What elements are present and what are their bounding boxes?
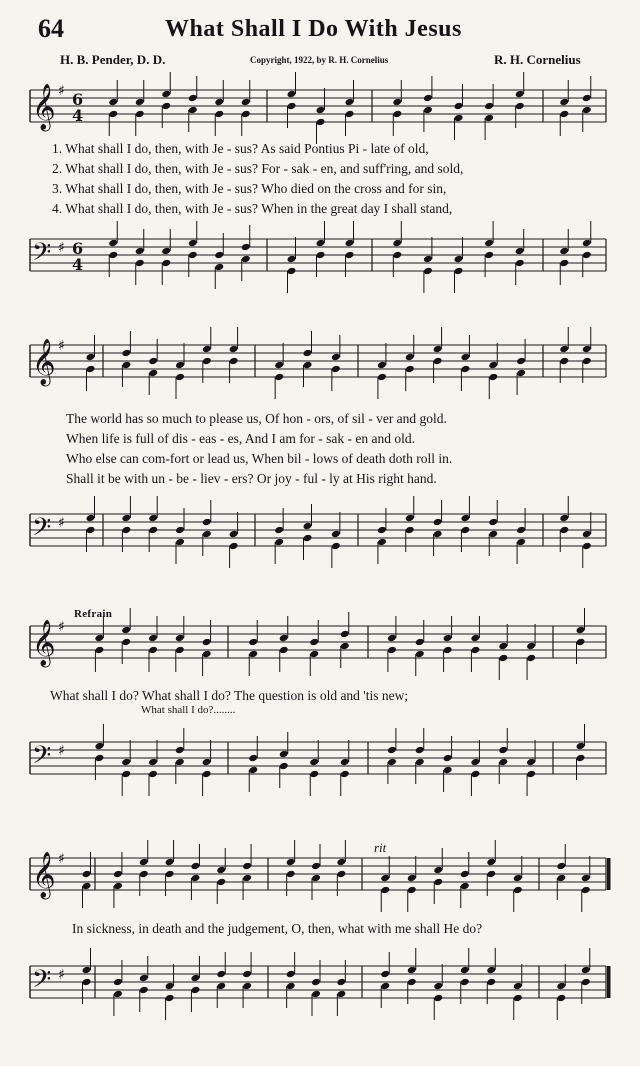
hymn-title: What Shall I Do With Jesus bbox=[165, 16, 462, 42]
svg-text:6: 6 bbox=[72, 239, 84, 258]
composer-credit: R. H. Cornelius bbox=[494, 52, 581, 67]
bass-staff-4 bbox=[0, 952, 640, 1022]
svg-text:♯: ♯ bbox=[58, 338, 65, 354]
svg-text:♯: ♯ bbox=[58, 851, 65, 867]
verse-1-number: 1. bbox=[52, 141, 63, 156]
svg-text:𝄞: 𝄞 bbox=[32, 339, 56, 385]
bass-staff-1 bbox=[0, 225, 640, 295]
svg-text:𝄢: 𝄢 bbox=[32, 513, 52, 548]
verse-4-line-2: Shall it be with un - be - liev - ers? Or joy - ful - ly at His right hand. bbox=[66, 471, 437, 486]
svg-text:♯: ♯ bbox=[58, 515, 65, 531]
refrain-line-1: What shall I do? What shall I do? The question is old and 'tis new; bbox=[50, 688, 409, 703]
svg-text:𝄢: 𝄢 bbox=[32, 965, 52, 1000]
svg-text:𝄞: 𝄞 bbox=[32, 852, 56, 898]
copyright-notice: Copyright, 1922, by R. H. Cornelius bbox=[250, 55, 389, 65]
hymn-number: 64 bbox=[38, 14, 64, 43]
treble-staff-3 bbox=[0, 616, 640, 676]
verse-3-line-1: What shall I do, then, with Je - sus? Who died on the cross and for sin, bbox=[65, 181, 447, 196]
bass-staff-2 bbox=[0, 500, 640, 570]
svg-text:♯: ♯ bbox=[58, 743, 65, 759]
refrain-label: Refrain bbox=[74, 608, 113, 620]
verse-4-number: 4. bbox=[52, 201, 63, 216]
ritardando-mark: rit bbox=[374, 840, 387, 855]
refrain-echo: What shall I do?........ bbox=[141, 704, 236, 716]
treble-staff-4 bbox=[0, 848, 640, 908]
treble-staff-1 bbox=[0, 80, 640, 140]
svg-text:𝄞: 𝄞 bbox=[32, 84, 56, 130]
svg-text:𝄞: 𝄞 bbox=[32, 620, 56, 666]
verse-1-line-1: What shall I do, then, with Je - sus? As said Pontius Pi - late of old, bbox=[65, 141, 429, 156]
author-credit: H. B. Pender, D. D. bbox=[60, 52, 166, 67]
verse-3-number: 3. bbox=[52, 181, 63, 196]
verse-4-line-1: What shall I do, then, with Je - sus? When in the great day I shall stand, bbox=[65, 201, 453, 216]
treble-staff-2 bbox=[0, 335, 640, 395]
verse-3-line-2: Who else can com-fort or lead us, When bil - lows of death doth roll in. bbox=[66, 451, 453, 466]
svg-text:♯: ♯ bbox=[58, 619, 65, 635]
svg-text:4: 4 bbox=[72, 106, 84, 125]
svg-text:𝄢: 𝄢 bbox=[32, 741, 52, 776]
svg-text:𝄢: 𝄢 bbox=[32, 238, 52, 273]
bass-staff-3 bbox=[0, 728, 640, 798]
verse-2-line-1: What shall I do, then, with Je - sus? For - sak - en, and suff'ring, and sold, bbox=[65, 161, 464, 176]
svg-text:♯: ♯ bbox=[58, 83, 65, 99]
refrain-line-2: In sickness, in death and the judgement, O, then, what with me shall He do? bbox=[72, 921, 483, 936]
svg-text:♯: ♯ bbox=[58, 967, 65, 983]
svg-text:6: 6 bbox=[72, 90, 84, 109]
verse-2-number: 2. bbox=[52, 161, 63, 176]
verse-2-line-2: When life is full of dis - eas - es, And I am for - sak - en and old. bbox=[66, 431, 416, 446]
svg-text:4: 4 bbox=[72, 255, 84, 274]
svg-text:♯: ♯ bbox=[58, 240, 65, 256]
verse-1-line-2: The world has so much to please us, Of hon - ors, of sil - ver and gold. bbox=[66, 411, 447, 426]
